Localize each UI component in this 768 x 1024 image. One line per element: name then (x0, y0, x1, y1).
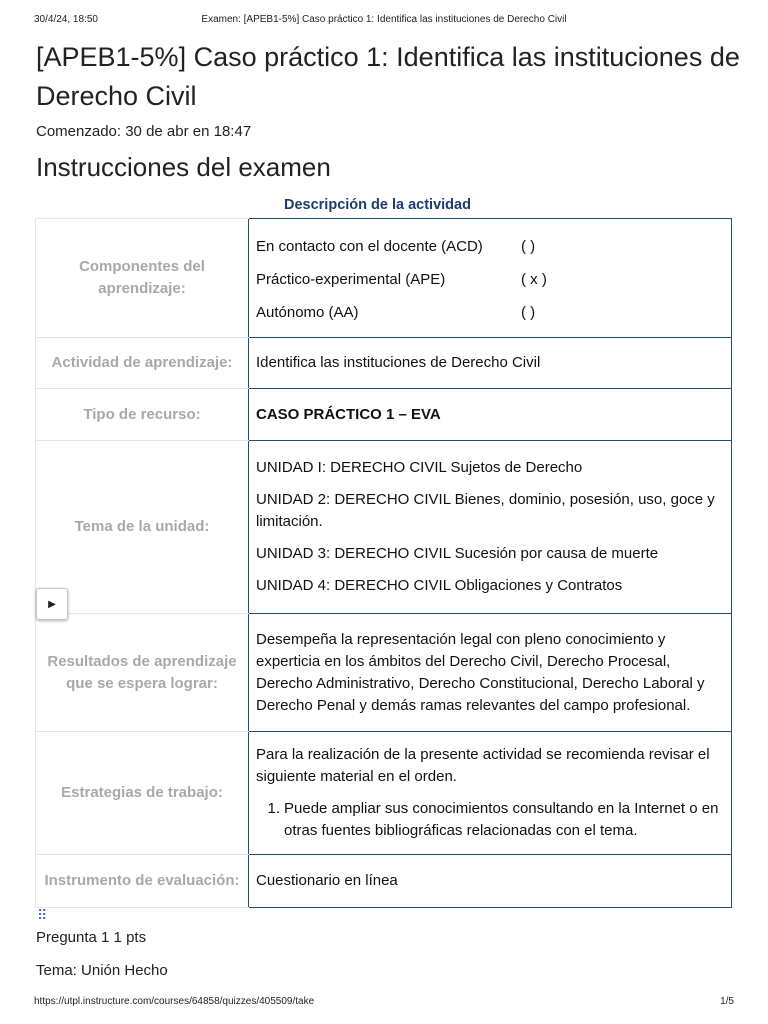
work-strategies-label: Estrategias de trabajo: (36, 732, 249, 855)
component-mark: ( ) (521, 304, 536, 321)
print-header (0, 14, 768, 30)
list-item-number: 1. (267, 800, 280, 817)
quiz-started-time: Comenzado: 30 de abr en 18:47 (36, 123, 252, 140)
evaluation-instrument-label: Instrumento de evaluación: (36, 855, 249, 908)
component-name: Autónomo (AA) (256, 304, 359, 321)
resource-type-label: Tipo de recurso: (36, 389, 249, 441)
list-item: UNIDAD 4: DERECHO CIVIL Obligaciones y Contratos (256, 577, 623, 594)
list-item-text: Puede ampliar sus conocimientos consultando en la Internet o en otras fuentes bibliográficas relacionadas con el tema. (284, 800, 719, 839)
components-label: Componentes del aprendizaje: (36, 219, 249, 338)
activity-label: Actividad de aprendizaje: (36, 338, 249, 389)
activity-value: Identifica las instituciones de Derecho Civil (249, 338, 732, 389)
learning-results-label: Resultados de aprendizaje que se espera lograr: (36, 614, 249, 732)
table-row (36, 219, 732, 338)
play-button[interactable] (36, 588, 68, 620)
unit-topic-label: Tema de la unidad: (36, 441, 249, 614)
list-item (256, 302, 724, 324)
component-mark: ( x ) (521, 271, 547, 288)
component-name: En contacto con el docente (ACD) (256, 238, 483, 255)
play-icon: ▶ (48, 598, 56, 610)
print-url: https://utpl.instructure.com/courses/64858/quizzes/405509/take (34, 996, 315, 1007)
list-item: UNIDAD 3: DERECHO CIVIL Sucesión por causa de muerte (256, 545, 659, 562)
table-row (36, 338, 732, 389)
component-name: Práctico-experimental (APE) (256, 271, 446, 288)
learning-results-value: Desempeña la representación legal con pleno conocimiento y experticia en los ámbitos del Derecho Civil, Derecho Procesal, Derecho Administrativo, Derecho Constitucional, Derecho Laboral y Derecho Penal y demás ramas relevantes del campo profesional. (249, 614, 732, 732)
resource-type-value: CASO PRÁCTICO 1 – EVA (249, 389, 732, 441)
instructions-heading: Instrucciones del examen (36, 152, 331, 182)
print-datetime: 30/4/24, 18:50 (34, 14, 98, 25)
table-row (36, 732, 732, 855)
list-item: UNIDAD I: DERECHO CIVIL Sujetos de Derecho (256, 459, 583, 476)
unit-topic-value (249, 441, 732, 614)
print-doc-title: Examen: [APEB1-5%] Caso práctico 1: Identifica las instituciones de Derecho Civil (201, 14, 567, 25)
list-item (256, 236, 724, 258)
table-row (36, 855, 732, 908)
quiz-title: [APEB1-5%] Caso práctico 1: Identifica las instituciones de Derecho Civil (36, 42, 740, 111)
drag-handle-icon[interactable]: ⠿ (37, 907, 48, 923)
table-row (36, 614, 732, 732)
list-item (256, 798, 724, 842)
work-strategies-value (249, 732, 732, 855)
list-item (256, 269, 724, 291)
print-page-number: 1/5 (720, 996, 734, 1007)
activity-description-heading: Descripción de la actividad (284, 197, 471, 213)
strategies-intro: Para la realización de la presente actividad se recomienda revisar el siguiente material en el orden. (256, 746, 710, 785)
question-topic: Tema: Unión Hecho (36, 962, 168, 979)
table-row (36, 441, 732, 614)
activity-description-table (35, 218, 732, 908)
component-mark: ( ) (521, 238, 536, 255)
table-row (36, 389, 732, 441)
evaluation-instrument-value: Cuestionario en línea (249, 855, 732, 908)
list-item: UNIDAD 2: DERECHO CIVIL Bienes, dominio, posesión, uso, goce y limitación. (256, 491, 715, 530)
question-header: Pregunta 1 1 pts (36, 929, 147, 946)
components-value (249, 219, 732, 338)
